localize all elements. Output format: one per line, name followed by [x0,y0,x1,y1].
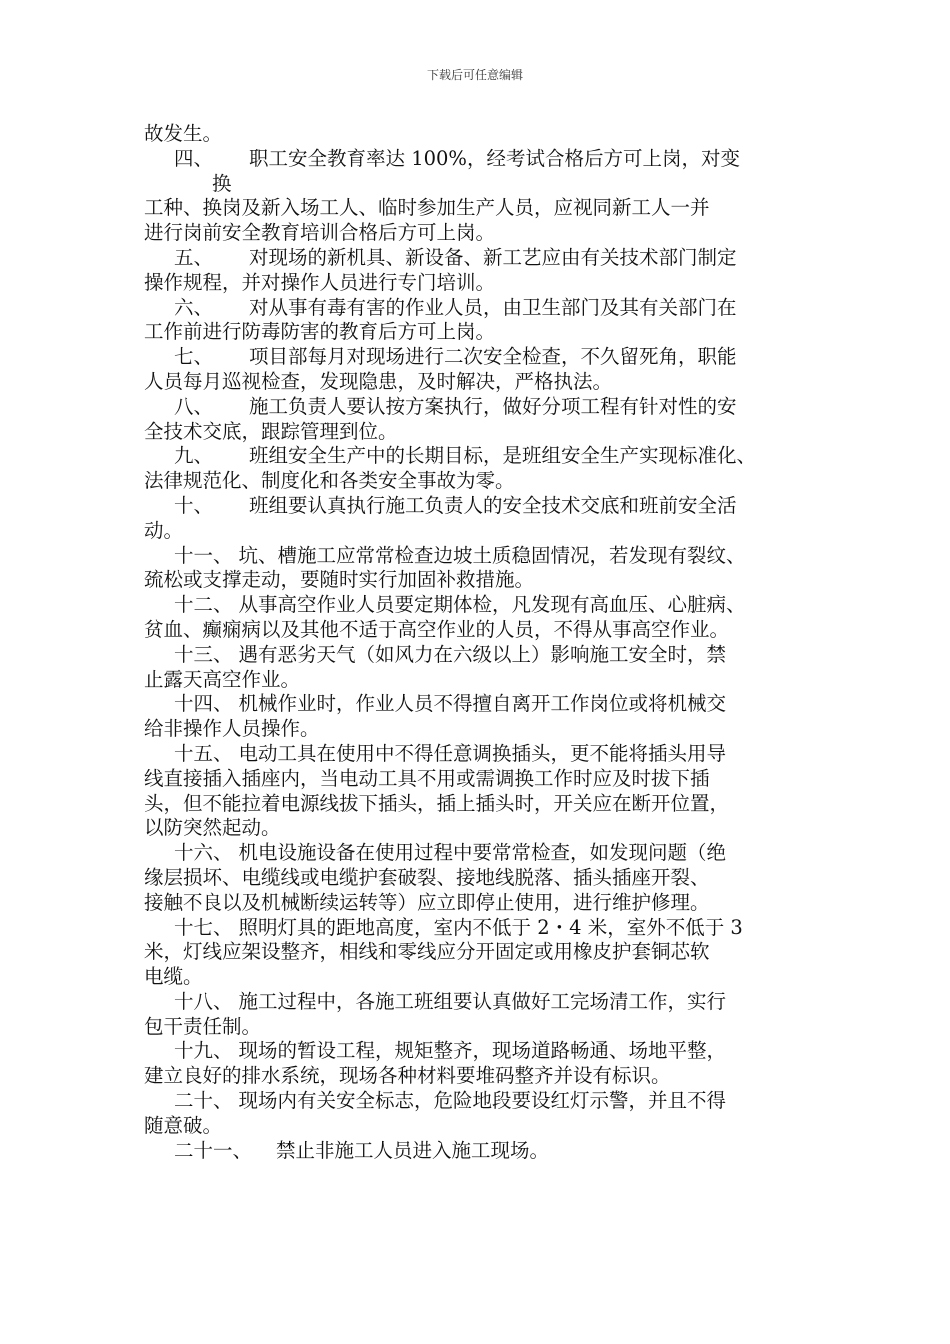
paragraph-line: 进行岗前安全教育培训合格后方可上岗。 [144,221,496,245]
page-header: 下载后可任意编辑 [426,68,523,82]
item-text: 机电设施设备在使用过程中要常常检查，如发现问题（绝 [238,841,727,865]
item-text: 禁止非施工人员进入施工现场。 [276,1138,550,1162]
paragraph-line: 线直接插入插座内，当电动工具不用或需调换工作时应及时拔下插 [144,766,710,790]
item-text: 现场内有关安全标志，危险地段要设红灯示警，并且不得 [238,1089,727,1113]
paragraph-line: 换 [212,171,232,195]
item-number: 四、 [174,146,214,170]
paragraph-line: 电缆。 [144,965,203,989]
item-5 [144,246,816,271]
paragraph-line: 止露天高空作业。 [144,667,301,691]
item-number: 十七、 [174,915,233,939]
item-number: 十一、 [174,543,233,567]
paragraph-line: 法律规范化、制度化和各类安全事故为零。 [144,469,515,493]
item-13 [144,643,816,668]
item-15 [144,742,816,767]
paragraph-line: 故发生。 [144,122,223,145]
item-number: 八、 [174,394,214,418]
item-10 [144,494,816,519]
document-body [144,122,816,1163]
item-4 [144,147,816,172]
paragraph-line: 工作前进行防毒防害的教育后方可上岗。 [144,320,496,344]
item-number: 十三、 [174,642,233,666]
paragraph-line: 贫血、癫痫病以及其他不适于高空作业的人员，不得从事高空作业。 [144,617,730,641]
item-text: 职工安全教育率达 100%，经考试合格后方可上岗，对变 [249,146,740,170]
item-8 [144,395,816,420]
item-number: 十二、 [174,593,233,617]
item-number: 九、 [174,444,214,468]
item-text: 对现场的新机具、新设备、新工艺应由有关技术部门制定 [249,245,737,269]
item-12 [144,593,816,618]
paragraph-line: 人员每月巡视检查，发现隐患，及时解决，严格执法。 [144,369,613,393]
paragraph-line: 建立良好的排水系统，现场各种材料要堆码整齐并设有标识。 [144,1064,671,1088]
paragraph-line: 工种、换岗及新入场工人、临时参加生产人员，应视同新工人一并 [144,196,710,220]
item-text: 项目部每月对现场进行二次安全检查，不久留死角，职能 [249,345,737,369]
paragraph-line: 动。 [144,518,184,542]
paragraph-line: 缘层损坏、电缆线或电缆护套破裂、接地线脱落、插头插座开裂、 [144,865,710,889]
item-number: 十四、 [174,692,233,716]
item-number: 十九、 [174,1039,233,1063]
item-11 [144,544,816,569]
item-19 [144,1039,816,1064]
item-16 [144,841,816,866]
item-9 [144,444,816,469]
paragraph-line: 随意破。 [144,1113,223,1137]
item-text: 施工负责人要认按方案执行，做好分项工程有针对性的安 [249,394,737,418]
item-text: 照明灯具的距地高度，室内不低于 2・4 米，室外不低于 3 [238,915,743,939]
paragraph-line: 操作规程，并对操作人员进行专门培训。 [144,270,496,294]
item-text: 坑、槽施工应常常检查边坡土质稳固情况，若发现有裂纹、 [238,543,746,567]
item-number: 六、 [174,295,214,319]
item-17 [144,916,816,941]
item-text: 从事高空作业人员要定期体检，凡发现有高血压、心脏病、 [238,593,746,617]
item-number: 二十、 [174,1089,233,1113]
item-text: 班组要认真执行施工负责人的安全技术交底和班前安全活 [249,493,737,517]
item-text: 班组安全生产中的长期目标，是班组安全生产实现标准化、 [249,444,757,468]
paragraph-line: 给非操作人员操作。 [144,717,320,741]
item-number: 七、 [174,345,214,369]
item-7 [144,345,816,370]
item-text: 现场的暂设工程，规矩整齐，现场道路畅通、场地平整， [238,1039,727,1063]
paragraph-line: 包干责任制。 [144,1014,262,1038]
paragraph-line: 全技术交底，跟踪管理到位。 [144,419,398,443]
item-14 [144,692,816,717]
item-21 [144,1139,816,1164]
item-text: 遇有恶劣天气（如风力在六级以上）影响施工安全时，禁 [238,642,727,666]
paragraph-line: 巯松或支撑走动，要随时实行加固补救措施。 [144,568,535,592]
item-text: 对从事有毒有害的作业人员，由卫生部门及其有关部门在 [249,295,737,319]
item-number: 五、 [174,245,214,269]
item-20 [144,1089,816,1114]
paragraph-line: 以防突然起动。 [144,816,281,840]
item-number: 十八、 [174,989,233,1013]
item-number: 十、 [174,493,214,517]
item-text: 电动工具在使用中不得任意调换插头，更不能将插头用导 [238,741,727,765]
paragraph-line: 头，但不能拉着电源线拔下插头，插上插头时，开关应在断开位置， [144,791,730,815]
item-text: 施工过程中，各施工班组要认真做好工完场清工作，实行 [238,989,727,1013]
item-number: 二十一、 [174,1138,253,1162]
paragraph-line: 米，灯线应架设整齐，相线和零线应分开固定或用橡皮护套铜芯软 [144,940,710,964]
item-text: 机械作业时，作业人员不得擅自离开工作岗位或将机械交 [238,692,727,716]
paragraph-line: 接触不良以及机械断续运转等）应立即停止使用，进行维护修理。 [144,890,710,914]
item-number: 十五、 [174,741,233,765]
item-6 [144,296,816,321]
item-number: 十六、 [174,841,233,865]
item-18 [144,990,816,1015]
